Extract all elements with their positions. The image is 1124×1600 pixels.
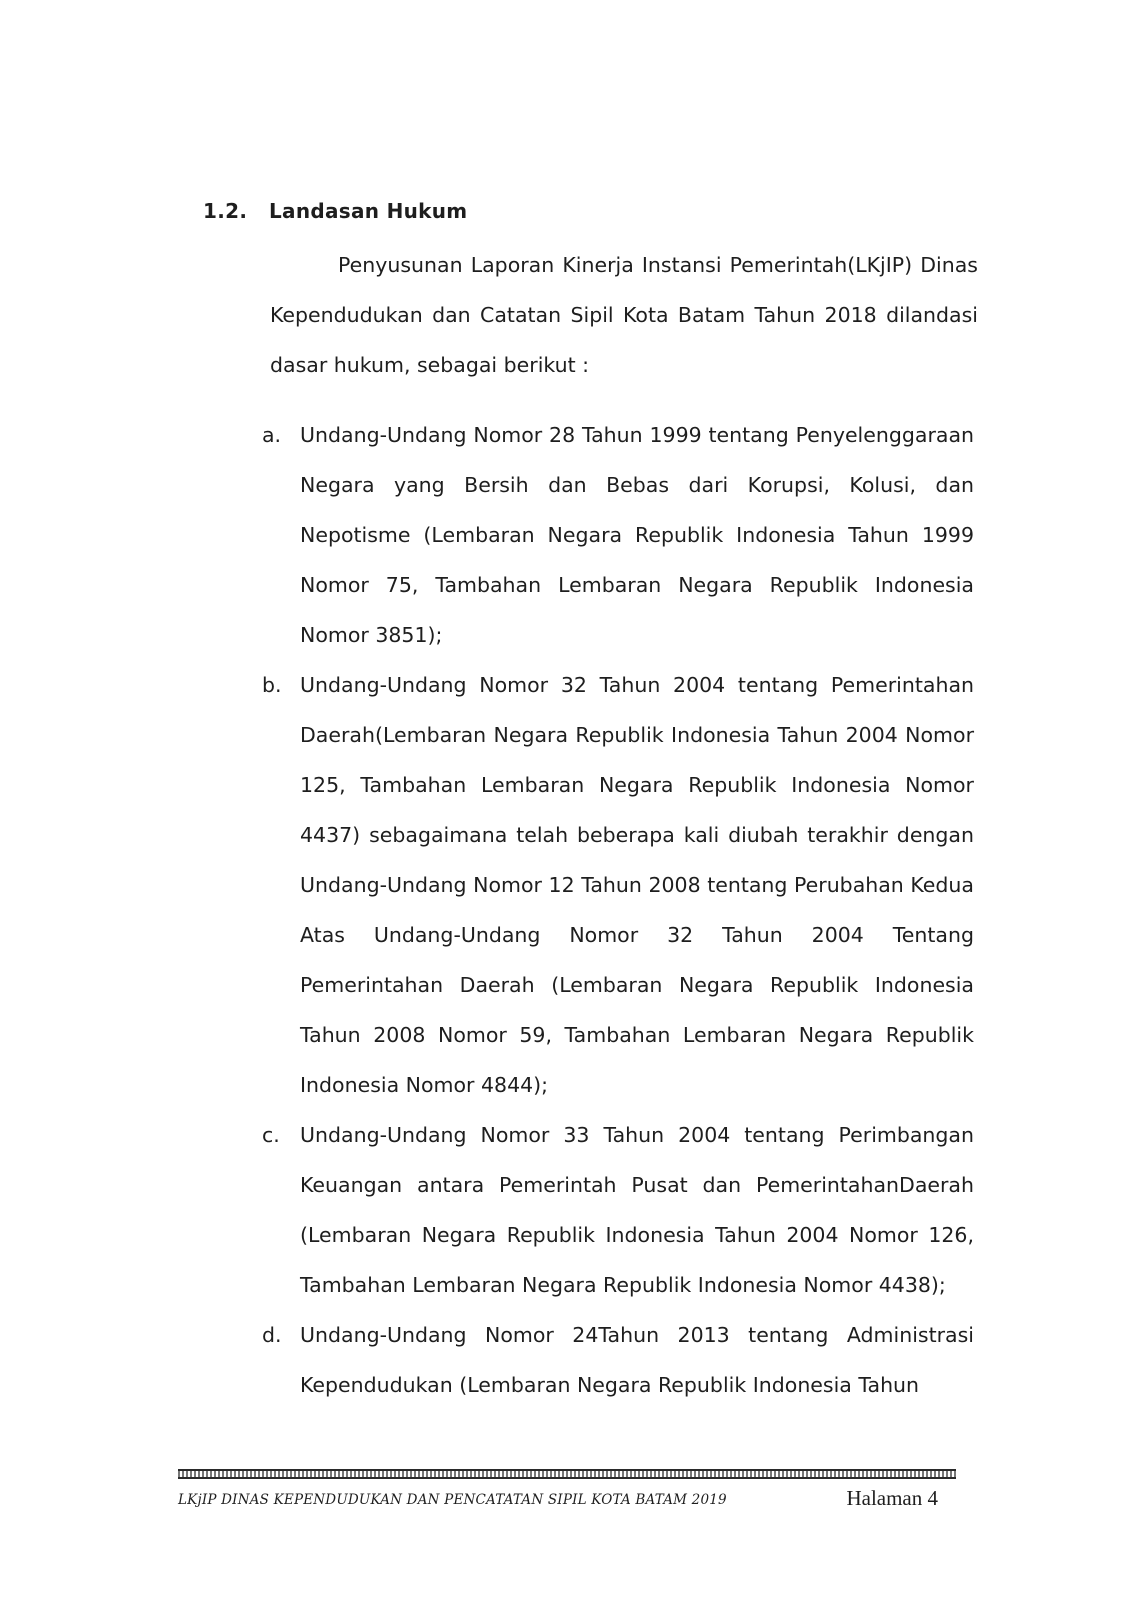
legal-basis-list <box>262 410 974 1410</box>
list-item-text: Undang-Undang Nomor 32 Tahun 2004 tentang Pemerintahan Daerah(Lembaran Negara Republik Indonesia Tahun 2004 Nomor 125, Tambahan Lembaran Negara Republik Indonesia Nomor 4437) sebagaimana telah beberapa kali diubah terakhir dengan Undang-Undang Nomor 12 Tahun 2008 tentang Perubahan Kedua Atas Undang-Undang Nomor 32 Tahun 2004 Tentang Pemerintahan Daerah (Lembaran Negara Republik Indonesia Tahun 2008 Nomor 59, Tambahan Lembaran Negara Republik Indonesia Nomor 4844); <box>300 673 974 1097</box>
footer-divider <box>178 1469 956 1479</box>
page-footer <box>178 1486 938 1516</box>
list-marker: d. <box>262 1323 282 1347</box>
section-heading <box>203 199 467 223</box>
list-item-text: Undang-Undang Nomor 33 Tahun 2004 tentang Perimbangan Keuangan antara Pemerintah Pusat dan PemerintahanDaerah (Lembaran Negara Republik Indonesia Tahun 2004 Nomor 126, Tambahan Lembaran Negara Republik Indonesia Nomor 4438); <box>300 1123 974 1297</box>
list-item-text: Undang-Undang Nomor 28 Tahun 1999 tentang Penyelenggaraan Negara yang Bersih dan Bebas dari Korupsi, Kolusi, dan Nepotisme (Lembaran Negara Republik Indonesia Tahun 1999 Nomor 75, Tambahan Lembaran Negara Republik Indonesia Nomor 3851); <box>300 423 974 647</box>
footer-document-title: LKjIP DINAS KEPENDUDUKAN DAN PENCATATAN SIPIL KOTA BATAM 2019 <box>178 1492 727 1508</box>
list-item-text: Undang-Undang Nomor 24Tahun 2013 tentang Administrasi Kependudukan (Lembaran Negara Republik Indonesia Tahun <box>300 1323 974 1397</box>
list-item <box>262 1110 974 1310</box>
section-number: 1.2. <box>203 199 248 223</box>
list-item <box>262 660 974 1110</box>
page-number: Halaman 4 <box>846 1486 938 1510</box>
intro-paragraph: Penyusunan Laporan Kinerja Instansi Pemerintah(LKjIP) Dinas Kependudukan dan Catatan Sipil Kota Batam Tahun 2018 dilandasi dasar hukum, sebagai berikut : <box>270 253 978 377</box>
list-marker: a. <box>262 423 282 447</box>
list-item <box>262 410 974 660</box>
section-title: Landasan Hukum <box>269 199 468 223</box>
list-item <box>262 1310 974 1410</box>
list-marker: c. <box>262 1123 280 1147</box>
list-marker: b. <box>262 673 282 697</box>
